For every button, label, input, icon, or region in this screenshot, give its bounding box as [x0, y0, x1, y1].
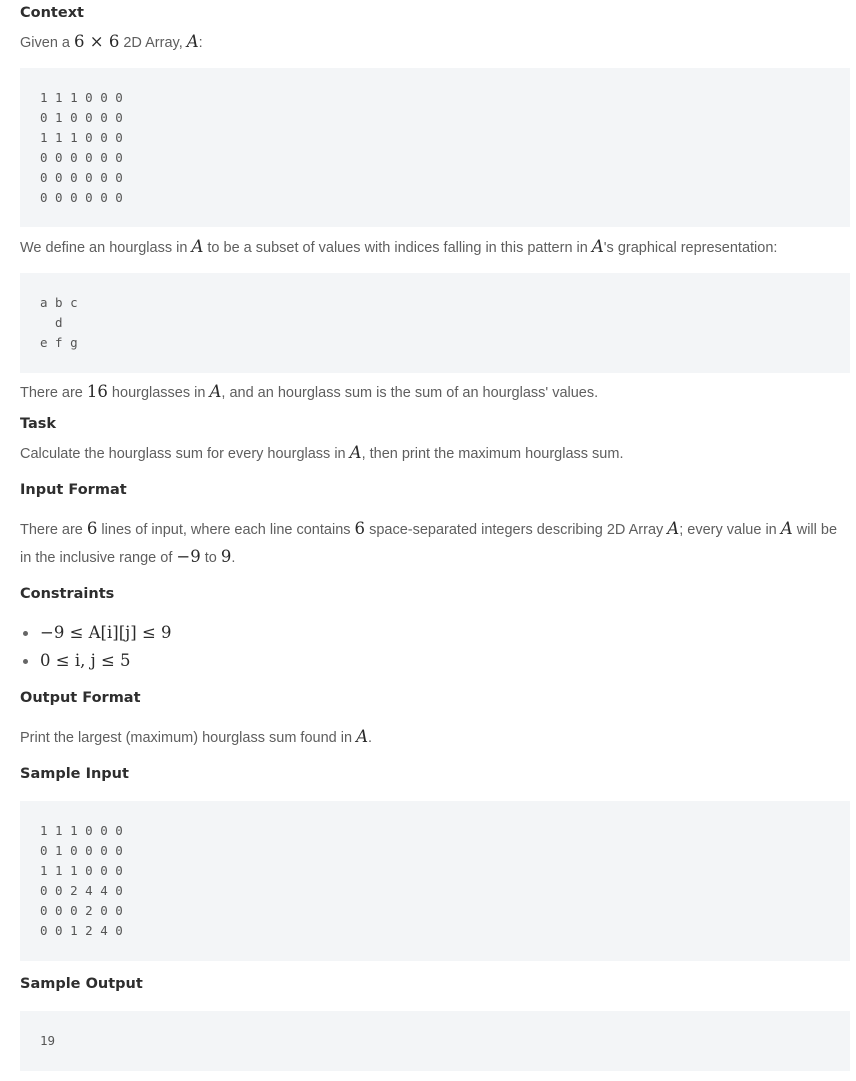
pattern-code-block: [20, 273, 850, 373]
input-format-heading: Input Format: [20, 482, 127, 498]
context-heading: Context: [20, 5, 84, 21]
array-code-block: [20, 68, 850, 227]
context-intro: Given a 6 × 6 2D Array, A:: [20, 32, 203, 51]
constraints-list: [20, 619, 172, 675]
array-code: 1 1 1 0 0 0 0 1 0 0 0 0 1 1 1 0 0 0 0 0 0 0 0 0 0 0 0 0 0 0 0 0 0 0 0 0: [40, 90, 123, 205]
sample-input-code: 1 1 1 0 0 0 0 1 0 0 0 0 1 1 1 0 0 0 0 0 2 4 4 0 0 0 0 2 0 0 0 0 1 2 4 0: [40, 823, 123, 938]
sample-output-heading: Sample Output: [20, 976, 143, 992]
constraint-item: 0 ≤ i, j ≤ 5: [20, 647, 172, 675]
hourglass-count: There are 16 hourglasses in A, and an hourglass sum is the sum of an hourglass' values.: [20, 382, 599, 401]
output-format-text: Print the largest (maximum) hourglass sum found in A.: [20, 727, 373, 746]
constraint-item: −9 ≤ A[i][j] ≤ 9: [20, 619, 172, 647]
constraints-heading: Constraints: [20, 586, 115, 602]
sample-output-code: 19: [40, 1033, 56, 1048]
sample-output-block: [20, 1011, 850, 1071]
output-format-heading: Output Format: [20, 690, 141, 706]
bullet-icon: [23, 659, 28, 664]
sample-input-block: [20, 801, 850, 961]
bullet-icon: [23, 631, 28, 636]
pattern-code: a b c d e f g: [40, 295, 78, 350]
task-heading: Task: [20, 416, 57, 432]
input-format-line-1: There are 6 lines of input, where each line contains 6 space-separated integers describing 2D Array A; every value in A will be: [20, 519, 838, 538]
task-text: Calculate the hourglass sum for every hourglass in A, then print the maximum hourglass sum.: [20, 443, 624, 462]
hourglass-definition: We define an hourglass in A to be a subset of values with indices falling in this pattern in A's graphical representation:: [20, 237, 778, 256]
sample-input-heading: Sample Input: [20, 766, 129, 782]
input-format-line-2: in the inclusive range of −9 to 9.: [20, 547, 236, 566]
